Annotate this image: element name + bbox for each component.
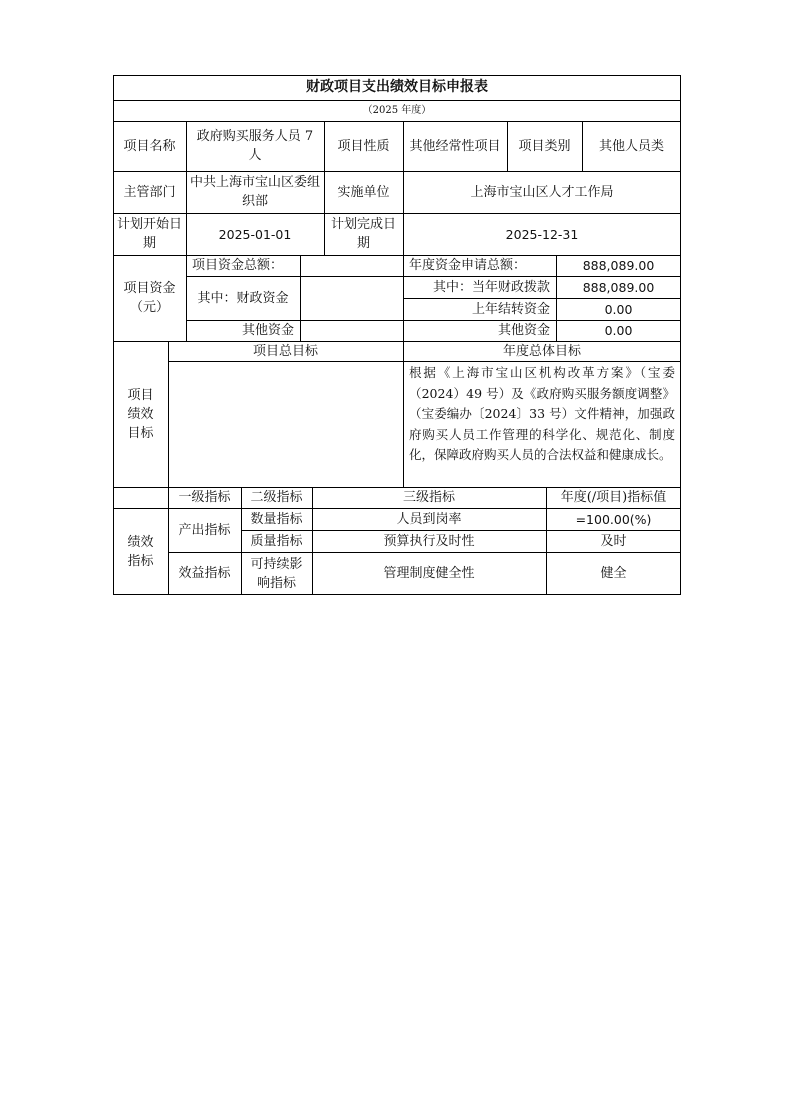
col-line: [324, 121, 325, 255]
management-system-value: 健全: [600, 566, 627, 581]
end-date-label: 计划完成日期: [330, 217, 396, 251]
row-line: [113, 487, 681, 488]
carryover-value: 0.00: [604, 301, 633, 317]
project-name-label: 项目名称: [123, 138, 176, 154]
total-funds-value: [300, 255, 403, 276]
implementing-unit-label: 实施单位: [337, 184, 390, 200]
row-line: [186, 320, 681, 321]
overall-goal-text: [168, 361, 403, 487]
row-line: [113, 255, 681, 256]
performance-target-form: [113, 75, 681, 595]
row-line: [113, 213, 681, 214]
annual-total-label: 年度资金申请总额：: [409, 258, 527, 273]
table-border-left: [113, 75, 114, 595]
col-line: [507, 121, 508, 171]
row-line: [241, 530, 681, 531]
col-line: [186, 121, 187, 341]
row-line: [113, 100, 681, 101]
col-line: [312, 487, 313, 595]
carryover-label: 上年结转资金: [471, 301, 550, 317]
table-border-right: [680, 75, 681, 595]
row-line: [113, 508, 681, 509]
level3-header: 三级指标: [402, 490, 455, 505]
fiscal-funds-value: [300, 276, 403, 320]
form-year: （2025 年度）: [362, 105, 432, 116]
col-line: [546, 487, 547, 595]
end-date-value: 2025-12-31: [505, 226, 579, 242]
project-category-value: 其他人员类: [598, 138, 664, 154]
indicator-value-header: 年度(/项目)指标值: [560, 490, 667, 505]
indicators-label: 绩效指标: [127, 534, 154, 569]
other-funds-label: 其他资金: [241, 323, 294, 338]
current-allocation-value: 888,089.00: [582, 279, 655, 295]
funds-label: 项目资金（元）: [123, 281, 176, 315]
other-funds-value: [300, 320, 403, 341]
project-category-label: 项目类别: [518, 138, 571, 154]
project-nature-label: 项目性质: [337, 138, 390, 154]
table-border-top: [113, 75, 681, 76]
fiscal-funds-label: 其中：财政资金: [197, 290, 289, 306]
col-line: [168, 341, 169, 595]
budget-timeliness-value: 及时: [600, 533, 627, 549]
col-line: [403, 121, 404, 487]
col-line: [241, 487, 242, 595]
row-line: [113, 341, 681, 342]
management-system-indicator: 管理制度健全性: [383, 566, 475, 581]
implementing-unit-value: 上海市宝山区人才工作局: [470, 184, 614, 200]
row-line: [403, 298, 681, 299]
row-line: [186, 276, 681, 277]
arrival-rate-value: =100.00(%): [575, 511, 652, 527]
start-date-value: 2025-01-01: [218, 226, 292, 242]
level2-header: 二级指标: [250, 490, 303, 505]
quantity-indicator-label: 数量指标: [250, 511, 303, 527]
annual-goal-header: 年度总体目标: [502, 343, 581, 359]
form-title: 财政项目支出绩效目标申报表: [306, 79, 488, 95]
col-line: [300, 255, 301, 341]
annual-other-value: 0.00: [604, 323, 633, 338]
start-date-label: 计划开始日期: [116, 217, 182, 251]
col-line: [582, 121, 583, 171]
quality-indicator-label: 质量指标: [250, 533, 303, 549]
benefit-indicator-label: 效益指标: [178, 566, 231, 581]
overall-goal-header: 项目总目标: [252, 343, 318, 359]
department-label: 主管部门: [123, 184, 176, 200]
table-border-bottom: [113, 594, 681, 595]
row-line: [113, 171, 681, 172]
level1-header: 一级指标: [178, 490, 231, 505]
arrival-rate-indicator: 人员到岗率: [396, 511, 462, 527]
annual-total-value: 888,089.00: [582, 258, 655, 273]
sustainable-impact-label: 可持续影响指标: [250, 556, 303, 591]
current-allocation-label: 其中：当年财政拨款: [432, 279, 550, 295]
goals-label: 项目绩效目标: [127, 387, 154, 441]
annual-goal-text: 根据《上海市宝山区机构改革方案》（宝委（2024）49 号）及《政府购买服务额度调整》（宝委编办〔2024〕33 号）文件精神，加强政府购买人员工作管理的科学化、规范化、制度化，保障政府购买人员的合法权益和健康成长。: [409, 365, 675, 462]
output-indicator-label: 产出指标: [178, 522, 231, 538]
col-line: [556, 255, 557, 341]
project-nature-value: 其他经常性项目: [409, 138, 501, 154]
total-funds-label: 项目资金总额：: [192, 258, 284, 273]
row-line: [168, 361, 681, 362]
department-value: 中共上海市宝山区委组织部: [189, 175, 320, 209]
annual-other-label: 其他资金: [497, 323, 550, 338]
project-name-value: 政府购买服务人员 7 人: [196, 129, 314, 163]
budget-timeliness-indicator: 预算执行及时性: [383, 533, 475, 549]
row-line: [113, 121, 681, 122]
row-line: [168, 552, 681, 553]
